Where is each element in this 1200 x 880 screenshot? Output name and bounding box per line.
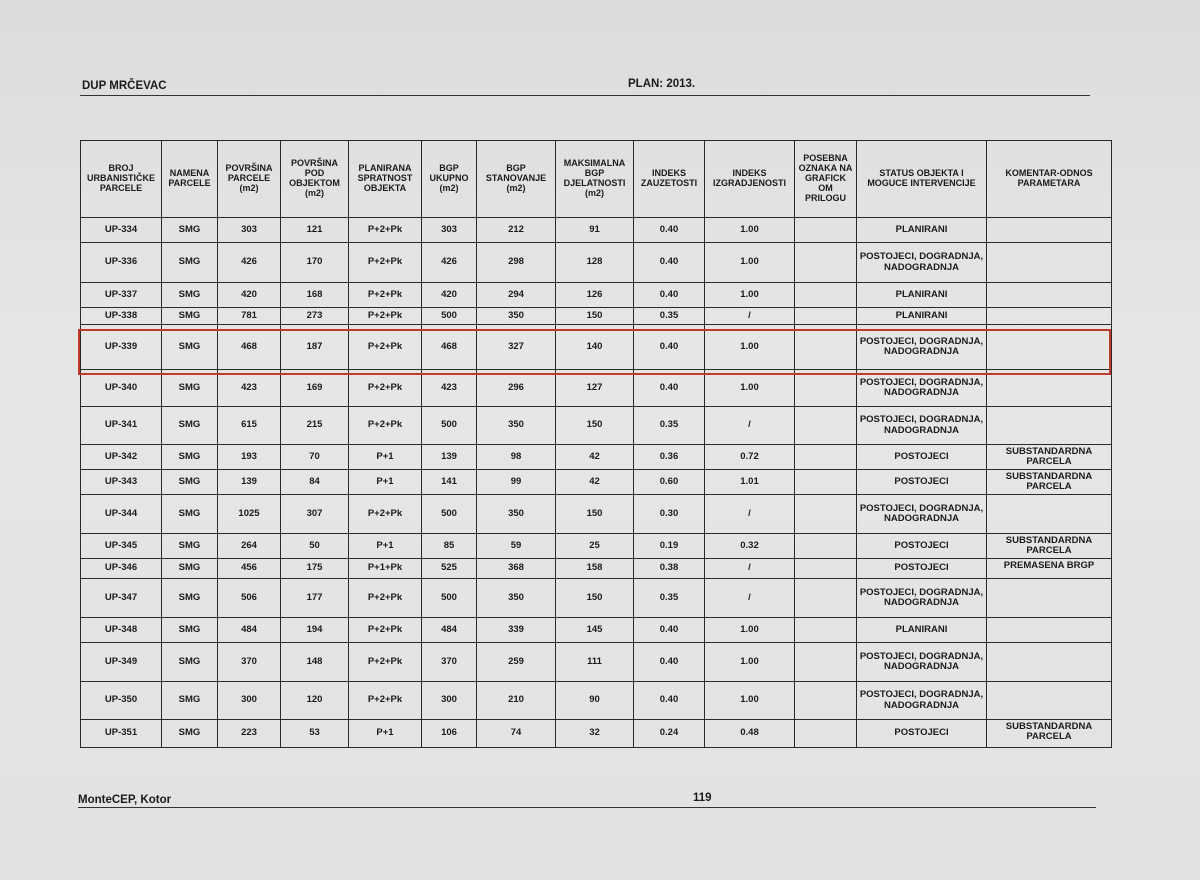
table-row <box>81 618 1112 643</box>
table-row <box>81 470 1112 495</box>
table-row <box>81 643 1112 682</box>
table-cell: 0.35 <box>634 407 705 445</box>
table-cell <box>795 308 857 325</box>
col-spratnost: PLANIRANA SPRATNOST OBJEKTA <box>349 141 422 218</box>
table-body <box>81 218 1112 748</box>
col-namena: NAMENA PARCELE <box>162 141 218 218</box>
table-cell: UP-344 <box>81 495 162 534</box>
table-cell: UP-341 <box>81 407 162 445</box>
col-indeks-izgradjenosti: INDEKS IZGRADJENOSTI <box>705 141 795 218</box>
table-cell: 339 <box>477 618 556 643</box>
table-cell: 212 <box>477 218 556 243</box>
table-cell: 456 <box>218 559 281 579</box>
table-cell: PREMASENA BRGP <box>987 559 1112 579</box>
table-cell: 106 <box>422 720 477 748</box>
table-cell: 42 <box>556 445 634 470</box>
table-cell: 484 <box>422 618 477 643</box>
table-cell: 1.00 <box>705 325 795 370</box>
table-cell: 169 <box>281 370 349 407</box>
table-cell: 0.19 <box>634 534 705 559</box>
table-cell: 0.38 <box>634 559 705 579</box>
table-cell: 525 <box>422 559 477 579</box>
table-cell <box>987 283 1112 308</box>
table-cell: UP-338 <box>81 308 162 325</box>
table-cell: 1.00 <box>705 682 795 720</box>
table-cell: 194 <box>281 618 349 643</box>
table-cell: UP-351 <box>81 720 162 748</box>
table-cell: 0.32 <box>705 534 795 559</box>
table-cell: / <box>705 308 795 325</box>
table-cell: 500 <box>422 579 477 618</box>
col-status: STATUS OBJEKTA I MOGUCE INTERVENCIJE <box>857 141 987 218</box>
table-cell: 300 <box>422 682 477 720</box>
page-number: 119 <box>693 792 712 804</box>
table-cell <box>795 720 857 748</box>
table-cell: SMG <box>162 534 218 559</box>
table-row <box>81 720 1112 748</box>
table-cell: 126 <box>556 283 634 308</box>
table-cell: POSTOJECI <box>857 470 987 495</box>
table-cell: PLANIRANI <box>857 308 987 325</box>
table-row <box>81 325 1112 370</box>
table-cell: 1025 <box>218 495 281 534</box>
table-cell: P+1+Pk <box>349 559 422 579</box>
table-cell: 99 <box>477 470 556 495</box>
col-bgp-stanovanje: BGP STANOVANJE (m2) <box>477 141 556 218</box>
table-cell: SMG <box>162 682 218 720</box>
table-cell: 0.40 <box>634 325 705 370</box>
table-cell: SMG <box>162 559 218 579</box>
table-cell: P+2+Pk <box>349 682 422 720</box>
col-komentar: KOMENTAR-ODNOS PARAMETARA <box>987 141 1112 218</box>
table-cell: SMG <box>162 243 218 283</box>
table-cell <box>795 495 857 534</box>
table-cell: UP-346 <box>81 559 162 579</box>
table-cell: 127 <box>556 370 634 407</box>
footer-company: MonteCEP, Kotor <box>78 794 172 806</box>
table-cell: 423 <box>422 370 477 407</box>
table-cell: SMG <box>162 407 218 445</box>
table-row <box>81 495 1112 534</box>
footer-rule <box>78 807 1096 808</box>
table-cell: 1.00 <box>705 283 795 308</box>
table-cell: 148 <box>281 643 349 682</box>
table-cell <box>987 579 1112 618</box>
table-cell <box>987 218 1112 243</box>
table-cell: P+2+Pk <box>349 283 422 308</box>
table-cell: 420 <box>218 283 281 308</box>
table-cell: SMG <box>162 643 218 682</box>
table-cell: 128 <box>556 243 634 283</box>
table-cell: 0.40 <box>634 283 705 308</box>
table-cell: SMG <box>162 720 218 748</box>
table-cell: P+2+Pk <box>349 243 422 283</box>
table-cell: 0.72 <box>705 445 795 470</box>
table-cell: P+2+Pk <box>349 618 422 643</box>
table-cell: POSTOJECI, DOGRADNJA, NADOGRADNJA <box>857 682 987 720</box>
table-cell: SMG <box>162 370 218 407</box>
table-cell: SMG <box>162 325 218 370</box>
col-bgp-djelatnosti: MAKSIMALNA BGP DJELATNOSTI (m2) <box>556 141 634 218</box>
table-cell <box>795 470 857 495</box>
table-cell: P+1 <box>349 720 422 748</box>
table-cell: UP-340 <box>81 370 162 407</box>
table-cell: POSTOJECI, DOGRADNJA, NADOGRADNJA <box>857 370 987 407</box>
table-cell: 426 <box>422 243 477 283</box>
table-cell: 0.40 <box>634 218 705 243</box>
table-cell: 59 <box>477 534 556 559</box>
table-cell: 139 <box>218 470 281 495</box>
table-cell: UP-339 <box>81 325 162 370</box>
table-cell: P+2+Pk <box>349 579 422 618</box>
table-cell: SMG <box>162 495 218 534</box>
table-cell: 368 <box>477 559 556 579</box>
table-cell: POSTOJECI, DOGRADNJA, NADOGRADNJA <box>857 243 987 283</box>
table-cell <box>795 243 857 283</box>
table-cell: 307 <box>281 495 349 534</box>
table-cell: 177 <box>281 579 349 618</box>
col-povrsina-parcele: POVRŠINA PARCELE (m2) <box>218 141 281 218</box>
table-cell: 0.40 <box>634 243 705 283</box>
table-cell: POSTOJECI, DOGRADNJA, NADOGRADNJA <box>857 643 987 682</box>
table-cell: SMG <box>162 218 218 243</box>
table-cell: 91 <box>556 218 634 243</box>
col-posebna-oznaka: POSEBNA OZNAKA NA GRAFICK OM PRILOGU <box>795 141 857 218</box>
table-cell <box>987 682 1112 720</box>
table-cell: UP-342 <box>81 445 162 470</box>
table-cell: P+2+Pk <box>349 495 422 534</box>
table-cell <box>987 370 1112 407</box>
col-broj-parcele: BROJ URBANISTIČKE PARCELE <box>81 141 162 218</box>
table-cell: UP-348 <box>81 618 162 643</box>
table-cell: 168 <box>281 283 349 308</box>
table-cell: 506 <box>218 579 281 618</box>
table-cell: 141 <box>422 470 477 495</box>
table-row <box>81 579 1112 618</box>
table-cell: P+2+Pk <box>349 370 422 407</box>
table-cell <box>795 682 857 720</box>
table-cell: 120 <box>281 682 349 720</box>
table-cell: 500 <box>422 308 477 325</box>
table-row <box>81 370 1112 407</box>
table-row <box>81 559 1112 579</box>
parcel-table <box>80 140 1112 748</box>
header-rule <box>80 95 1090 96</box>
table-cell: UP-343 <box>81 470 162 495</box>
table-cell: 145 <box>556 618 634 643</box>
table-cell: 426 <box>218 243 281 283</box>
table-cell: 98 <box>477 445 556 470</box>
table-row <box>81 243 1112 283</box>
table-cell: 210 <box>477 682 556 720</box>
table-cell: 140 <box>556 325 634 370</box>
table-cell <box>795 218 857 243</box>
table-cell <box>987 495 1112 534</box>
table-cell: 50 <box>281 534 349 559</box>
table-cell: 70 <box>281 445 349 470</box>
table-cell: 25 <box>556 534 634 559</box>
table-cell: 150 <box>556 495 634 534</box>
table-cell: 32 <box>556 720 634 748</box>
table-cell: POSTOJECI <box>857 445 987 470</box>
table-cell <box>795 370 857 407</box>
table-cell: 0.40 <box>634 618 705 643</box>
table-cell: 298 <box>477 243 556 283</box>
table-cell: UP-350 <box>81 682 162 720</box>
table-cell: 468 <box>218 325 281 370</box>
table-cell: UP-349 <box>81 643 162 682</box>
table-cell: 158 <box>556 559 634 579</box>
table-cell: UP-347 <box>81 579 162 618</box>
table-cell: 350 <box>477 308 556 325</box>
table-cell: PLANIRANI <box>857 283 987 308</box>
table-cell: 85 <box>422 534 477 559</box>
table-cell: PLANIRANI <box>857 218 987 243</box>
table-cell <box>795 579 857 618</box>
table-cell: 1.01 <box>705 470 795 495</box>
table-cell: POSTOJECI <box>857 534 987 559</box>
table-cell: 350 <box>477 407 556 445</box>
table-cell: SMG <box>162 579 218 618</box>
table-cell: UP-334 <box>81 218 162 243</box>
table-cell: P+2+Pk <box>349 407 422 445</box>
table-cell: SMG <box>162 470 218 495</box>
table-header-row <box>81 141 1112 218</box>
table-cell: 121 <box>281 218 349 243</box>
table-cell: 111 <box>556 643 634 682</box>
table-cell: 187 <box>281 325 349 370</box>
table-cell: 193 <box>218 445 281 470</box>
table-cell <box>795 325 857 370</box>
table-cell: 84 <box>281 470 349 495</box>
table-cell: 1.00 <box>705 370 795 407</box>
table-cell <box>987 308 1112 325</box>
table-cell <box>795 283 857 308</box>
table-cell: 0.36 <box>634 445 705 470</box>
table-cell: SUBSTANDARDNA PARCELA <box>987 470 1112 495</box>
table-cell: 1.00 <box>705 618 795 643</box>
table-cell: / <box>705 495 795 534</box>
table-cell <box>987 618 1112 643</box>
table-cell: 300 <box>218 682 281 720</box>
table-cell: POSTOJECI, DOGRADNJA, NADOGRADNJA <box>857 325 987 370</box>
table-cell: POSTOJECI, DOGRADNJA, NADOGRADNJA <box>857 495 987 534</box>
table-cell: SUBSTANDARDNA PARCELA <box>987 720 1112 748</box>
table-row <box>81 407 1112 445</box>
table-cell: P+2+Pk <box>349 308 422 325</box>
table-cell: 484 <box>218 618 281 643</box>
table-row <box>81 283 1112 308</box>
col-indeks-zauzetosti: INDEKS ZAUZETOSTI <box>634 141 705 218</box>
table-cell: 370 <box>218 643 281 682</box>
plan-year: PLAN: 2013. <box>628 78 696 90</box>
table-cell: SMG <box>162 618 218 643</box>
table-cell: 0.24 <box>634 720 705 748</box>
table-cell: 420 <box>422 283 477 308</box>
table-row <box>81 308 1112 325</box>
table-cell: P+2+Pk <box>349 325 422 370</box>
table-row <box>81 218 1112 243</box>
table-cell: 0.35 <box>634 579 705 618</box>
table-cell <box>795 559 857 579</box>
table-cell: PLANIRANI <box>857 618 987 643</box>
table-cell: SUBSTANDARDNA PARCELA <box>987 445 1112 470</box>
table-cell: 327 <box>477 325 556 370</box>
table-cell <box>795 618 857 643</box>
table-cell: P+1 <box>349 470 422 495</box>
table-cell: 53 <box>281 720 349 748</box>
table-cell <box>987 243 1112 283</box>
table-cell: POSTOJECI <box>857 720 987 748</box>
table-cell: 1.00 <box>705 643 795 682</box>
table-cell: 90 <box>556 682 634 720</box>
table-cell <box>795 407 857 445</box>
table-row <box>81 682 1112 720</box>
table-cell: P+2+Pk <box>349 218 422 243</box>
table-cell: 175 <box>281 559 349 579</box>
table-row <box>81 445 1112 470</box>
table-cell <box>795 643 857 682</box>
table-cell: 259 <box>477 643 556 682</box>
table-cell: 500 <box>422 495 477 534</box>
table-cell: UP-345 <box>81 534 162 559</box>
table-cell: 781 <box>218 308 281 325</box>
table-cell: UP-337 <box>81 283 162 308</box>
table-cell: 150 <box>556 407 634 445</box>
table-cell: 0.40 <box>634 682 705 720</box>
table-cell: 1.00 <box>705 243 795 283</box>
table-cell: 264 <box>218 534 281 559</box>
table-cell: 294 <box>477 283 556 308</box>
table-cell: 468 <box>422 325 477 370</box>
table-cell: SUBSTANDARDNA PARCELA <box>987 534 1112 559</box>
table-cell: POSTOJECI, DOGRADNJA, NADOGRADNJA <box>857 579 987 618</box>
table-cell: 296 <box>477 370 556 407</box>
table-cell: / <box>705 579 795 618</box>
table-cell <box>795 445 857 470</box>
table-cell: 150 <box>556 308 634 325</box>
table-cell: 0.40 <box>634 370 705 407</box>
table-cell: P+1 <box>349 445 422 470</box>
table-cell: 500 <box>422 407 477 445</box>
table-cell: POSTOJECI <box>857 559 987 579</box>
table-cell: UP-336 <box>81 243 162 283</box>
table-cell: P+1 <box>349 534 422 559</box>
table-cell: 170 <box>281 243 349 283</box>
table-cell: 303 <box>218 218 281 243</box>
table-cell: 423 <box>218 370 281 407</box>
table-row <box>81 534 1112 559</box>
table-cell: 273 <box>281 308 349 325</box>
table-cell: SMG <box>162 283 218 308</box>
table-cell: 370 <box>422 643 477 682</box>
table-cell: SMG <box>162 308 218 325</box>
table-cell: 1.00 <box>705 218 795 243</box>
table-cell: 350 <box>477 495 556 534</box>
table-cell <box>987 407 1112 445</box>
document-title: DUP MRČEVAC <box>82 80 167 92</box>
table-cell: 0.30 <box>634 495 705 534</box>
table-cell <box>987 643 1112 682</box>
table-cell <box>987 325 1112 370</box>
table-cell: 139 <box>422 445 477 470</box>
table-cell: 42 <box>556 470 634 495</box>
table-cell: 0.48 <box>705 720 795 748</box>
table-cell: 615 <box>218 407 281 445</box>
col-povrsina-pod-objektom: POVRŠINA POD OBJEKTOM (m2) <box>281 141 349 218</box>
table-cell: 150 <box>556 579 634 618</box>
table-cell: 223 <box>218 720 281 748</box>
table-cell: SMG <box>162 445 218 470</box>
table-cell: 303 <box>422 218 477 243</box>
table-cell: 215 <box>281 407 349 445</box>
table-cell: / <box>705 559 795 579</box>
table-cell: 0.60 <box>634 470 705 495</box>
table-cell: POSTOJECI, DOGRADNJA, NADOGRADNJA <box>857 407 987 445</box>
col-bgp-ukupno: BGP UKUPNO (m2) <box>422 141 477 218</box>
table-cell <box>795 534 857 559</box>
table-cell: P+2+Pk <box>349 643 422 682</box>
table-cell: 0.40 <box>634 643 705 682</box>
table-cell: 74 <box>477 720 556 748</box>
table-cell: 350 <box>477 579 556 618</box>
table-cell: / <box>705 407 795 445</box>
table-cell: 0.35 <box>634 308 705 325</box>
